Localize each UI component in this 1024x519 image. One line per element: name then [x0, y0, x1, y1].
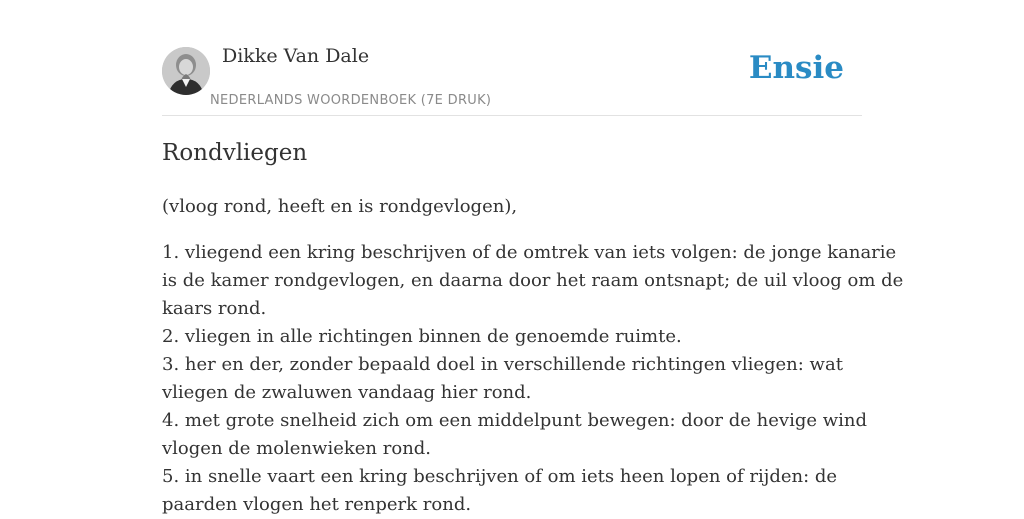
entry-intro: (vloog rond, heeft en is rondgevlogen), [162, 196, 518, 217]
source-label[interactable]: NEDERLANDS WOORDENBOEK (7E DRUK) [210, 93, 492, 108]
definition-line: 1. vliegend een kring beschrijven of de omtrek van iets volgen: de jonge kanarie [162, 242, 897, 263]
portrait-icon [162, 47, 210, 95]
definition-line: kaars rond. [162, 298, 267, 319]
definition-line: paarden vlogen het renperk rond. [162, 494, 472, 515]
brand-logo[interactable]: Ensie [748, 50, 844, 86]
definition-line: 5. in snelle vaart een kring beschrijven of om iets heen lopen of rijden: de [162, 466, 838, 487]
author-name[interactable]: Dikke Van Dale [222, 45, 370, 67]
author-avatar[interactable] [162, 47, 210, 95]
definition-line: is de kamer rondgevlogen, en daarna door het raam ontsnapt; de uil vloog om de [162, 270, 904, 291]
definition-line: vlogen de molenwieken rond. [162, 438, 432, 459]
definition-line: 2. vliegen in alle richtingen binnen de genoemde ruimte. [162, 326, 682, 347]
entry-title: Rondvliegen [162, 140, 308, 166]
header [162, 0, 862, 116]
definition-line: 4. met grote snelheid zich om een middelpunt bewegen: door de hevige wind [162, 410, 868, 431]
definition-line: vliegen de zwaluwen vandaag hier rond. [162, 382, 532, 403]
definition-line: 3. her en der, zonder bepaald doel in verschillende richtingen vliegen: wat [162, 354, 843, 375]
page-container [162, 0, 904, 515]
definition-list [162, 239, 904, 519]
